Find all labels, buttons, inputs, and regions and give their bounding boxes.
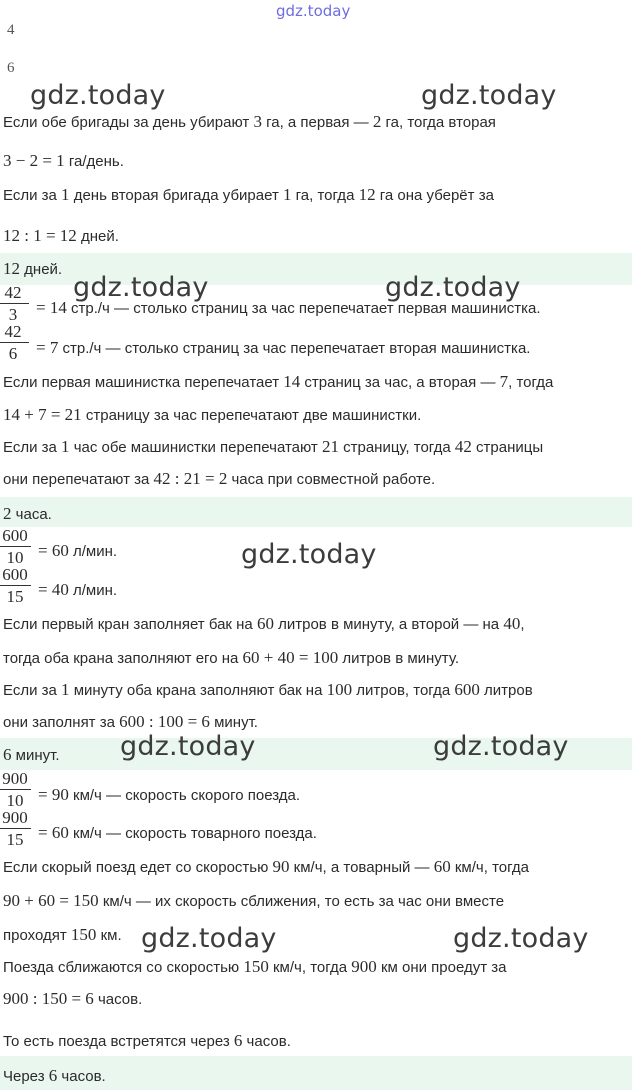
task2-line1: Если первая машинистка перепечатает 14 страниц за час, а вторая — 7, тогда <box>3 372 554 391</box>
watermark: gdz.today <box>120 731 256 762</box>
task4-line4: Поезда сближаются со скоростью 150 км/ч, тогда 900 км они проедут за <box>3 957 507 976</box>
task4-answer: Через 6 часов. <box>3 1066 106 1085</box>
watermark: gdz.today <box>453 923 589 954</box>
task4-fraction1: 900 10 <box>0 770 31 809</box>
task4-fraction2: 900 15 <box>0 809 31 848</box>
watermark: gdz.today <box>241 539 377 570</box>
task2-line2: 14 + 7 = 21 страницу за час перепечатают две машинистки. <box>3 405 422 424</box>
task4-line6: То есть поезда встретятся через 6 часов. <box>3 1031 291 1050</box>
task3-line4: они заполнят за 600 : 100 = 6 минут. <box>3 712 258 731</box>
task2-line3: Если за 1 час обе машинистки перепечатают 21 страницу, тогда 42 страницы <box>3 437 544 456</box>
watermark: gdz.today <box>73 272 209 303</box>
task3-answer: 6 минут. <box>3 745 60 764</box>
task2-line4: они перепечатают за 42 : 21 = 2 часа при совместной работе. <box>3 469 436 488</box>
task3-fraction2: 600 15 <box>0 566 31 605</box>
watermark: gdz.today <box>30 80 166 111</box>
task4-fraction2-text: = 60 км/ч — скорость товарного поезда. <box>38 823 317 842</box>
task4-line5: 900 : 150 = 6 часов. <box>3 989 143 1008</box>
task1-answer: 12 дней. <box>3 259 63 278</box>
watermark: gdz.today <box>433 731 569 762</box>
task2-fraction1-text: = 14 стр./ч — столько страниц за час перепечатает первая машинистка. <box>36 298 541 317</box>
task3-fraction1: 600 10 <box>0 527 31 566</box>
task1-line4: 12 : 1 = 12 дней. <box>3 226 119 245</box>
task1-line2: 3 − 2 = 1 га/день. <box>3 151 124 170</box>
task3-fraction1-text: = 60 л/мин. <box>38 541 118 560</box>
task2-answer: 2 часа. <box>3 504 52 523</box>
watermark: gdz.today <box>385 272 521 303</box>
task4-fraction1-text: = 90 км/ч — скорость скорого поезда. <box>38 785 301 804</box>
watermark: gdz.today <box>141 923 277 954</box>
task4-line1: Если скорый поезд едет со скоростью 90 км/ч, а товарный — 60 км/ч, тогда <box>3 857 529 876</box>
task4-line2: 90 + 60 = 150 км/ч — их скорость сближения, то есть за час они вместе <box>3 891 505 910</box>
task4-line3: проходят 150 км. <box>3 925 122 944</box>
watermark: gdz.today <box>421 80 557 111</box>
watermark-top: gdz.today <box>276 2 351 20</box>
task2-fraction2-text: = 7 стр./ч — столько страниц за час перепечатает вторая машинистка. <box>36 338 531 357</box>
task3-line3: Если за 1 минуту оба крана заполняют бак на 100 литров, тогда 600 литров <box>3 680 533 699</box>
task3-fraction2-text: = 40 л/мин. <box>38 580 118 599</box>
task2-fraction1: 42 3 <box>0 284 29 323</box>
answer-band-2 <box>0 497 632 527</box>
task1-line3: Если за 1 день вторая бригада убирает 1 га, тогда 12 га она уберёт за <box>3 185 494 204</box>
task3-line2: тогда оба крана заполняют его на 60 + 40 = 100 литров в минуту. <box>3 648 460 667</box>
task3-line1: Если первый кран заполняет бак на 60 литров в минуту, а второй — на 40, <box>3 614 525 633</box>
task2-fraction2: 42 6 <box>0 323 29 362</box>
top-denominator: 6 <box>7 60 15 76</box>
task1-line1: Если обе бригады за день убирают 3 га, а первая — 2 га, тогда вторая <box>3 112 496 131</box>
top-numerator: 4 <box>7 22 15 38</box>
